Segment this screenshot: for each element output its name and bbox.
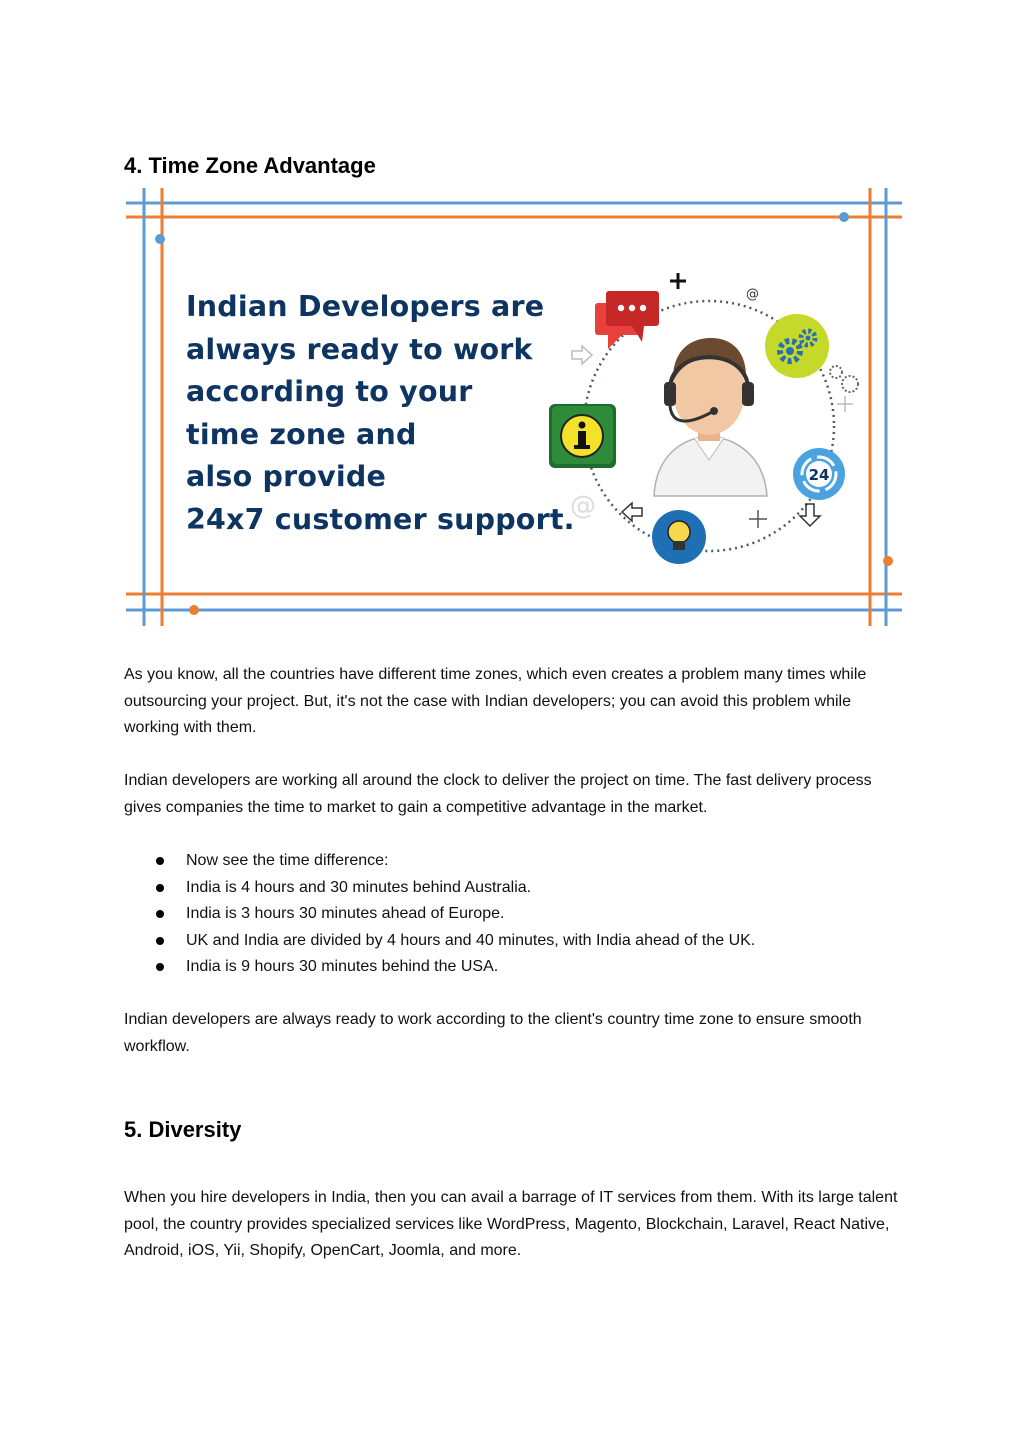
banner-line-4: time zone and xyxy=(186,418,417,451)
banner-line-5: also provide xyxy=(186,460,386,493)
banner-line-2: always ready to work xyxy=(186,333,533,366)
paragraph-time-zones: As you know, all the countries have different time zones, which even creates a problem many times while outsourcing your project. But, it's not the case with Indian developers; you can avoid this problem while working with them. xyxy=(124,666,867,736)
chat-bubble-icon xyxy=(595,291,659,349)
bullet-dot xyxy=(156,884,164,892)
info-icon xyxy=(549,404,616,468)
paragraph-diversity: When you hire developers in India, then you can avail a barrage of IT services from them. With its large talent pool, the country provides specialized services like WordPress, Magento, Blockchain, Laravel, React Native, Android, iOS, Yii, Shopify, OpenCart, Joomla, and more. xyxy=(124,1189,898,1259)
bullet-dot xyxy=(156,857,164,865)
list-item xyxy=(124,875,755,902)
list-item-text: UK and India are divided by 4 hours and 40 minutes, with India ahead of the UK. xyxy=(186,931,756,949)
list-item xyxy=(124,848,755,875)
clock-24-icon xyxy=(793,448,845,500)
section-heading-diversity: 5. Diversity xyxy=(124,1117,242,1142)
plus-icon xyxy=(749,510,767,528)
at-sign-icon: @ xyxy=(570,491,596,521)
banner-line-6: 24x7 customer support. xyxy=(186,503,575,536)
section-heading-time-zone: 4. Time Zone Advantage xyxy=(124,153,376,178)
lightbulb-icon xyxy=(652,510,706,564)
banner-line-1: Indian Developers are xyxy=(186,290,545,323)
paragraph-round-the-clock: Indian developers are working all around the clock to deliver the project on time. The fast delivery process gives companies the time to market to gain a competitive advantage in the market. xyxy=(124,772,872,816)
gears-icon xyxy=(765,314,829,378)
badge-24-text: 24 xyxy=(808,466,830,484)
arrow-down-icon xyxy=(800,504,820,526)
list-item-text: Now see the time difference: xyxy=(186,852,389,869)
plus-icon xyxy=(837,396,853,412)
bullet-dot xyxy=(156,910,164,918)
small-gears-icon xyxy=(830,366,858,392)
at-sign-icon: @ xyxy=(746,287,759,302)
banner-line-3: according to your xyxy=(186,375,473,408)
arrow-right-icon xyxy=(572,346,592,364)
time-difference-list xyxy=(124,848,755,981)
bullet-dot xyxy=(156,963,164,971)
bullet-dot xyxy=(156,937,164,945)
time-zone-banner-image xyxy=(124,186,904,628)
list-item xyxy=(124,901,755,928)
list-item xyxy=(124,954,755,981)
paragraph-client-time-zone: Indian developers are always ready to work according to the client's country time zone to ensure smooth workflow. xyxy=(124,1011,862,1055)
list-item-text: India is 9 hours 30 minutes behind the USA. xyxy=(186,958,499,975)
list-item-text: India is 4 hours and 30 minutes behind Australia. xyxy=(186,878,532,896)
list-item xyxy=(124,928,755,955)
plus-icon xyxy=(670,273,686,289)
list-item-text: India is 3 hours 30 minutes ahead of Europe. xyxy=(186,905,505,922)
customer-support-agent-icon xyxy=(654,338,767,496)
